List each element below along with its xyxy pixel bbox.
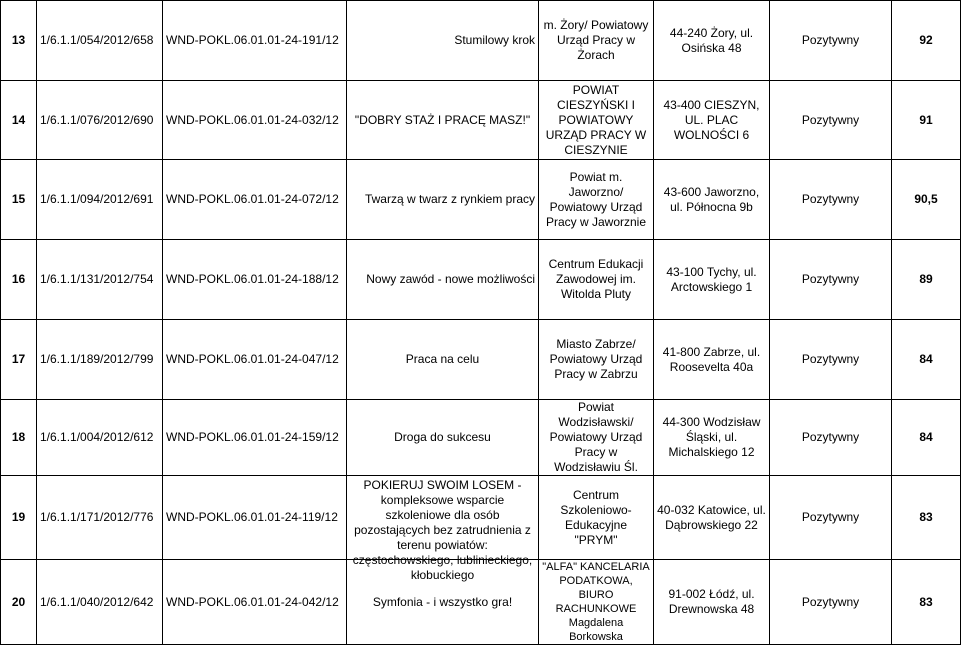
project-title: Nowy zawód - nowe możliwości [347,240,539,320]
applicant-name: POWIAT CIESZYŃSKI I POWIATOWY URZĄD PRACY W CIESZYNIE [539,81,654,160]
table-row [1,1,961,81]
project-title: "DOBRY STAŻ I PRACĘ MASZ!" [347,81,539,160]
table-row [1,160,961,240]
applicant-name: Miasto Zabrze/ Powiatowy Urząd Pracy w Zabrzu [539,320,654,400]
evaluation-result: Pozytywny [770,400,892,476]
score: 90,5 [892,160,961,240]
table-row [1,320,961,400]
applicant-name: "ALFA" KANCELARIA PODATKOWA, BIURO RACHUNKOWE Magdalena Borkowska [539,560,654,645]
row-number: 14 [1,81,37,160]
score: 89 [892,240,961,320]
score: 92 [892,1,961,81]
row-number: 16 [1,240,37,320]
application-id: 1/6.1.1/076/2012/690 [37,81,163,160]
applicant-name: Powiat m. Jaworzno/ Powiatowy Urząd Pracy w Jaworznie [539,160,654,240]
wnd-code: WND-POKL.06.01.01-24-032/12 [163,81,347,160]
wnd-code: WND-POKL.06.01.01-24-119/12 [163,476,347,560]
row-number: 18 [1,400,37,476]
score: 83 [892,476,961,560]
evaluation-result: Pozytywny [770,81,892,160]
application-id: 1/6.1.1/040/2012/642 [37,560,163,645]
application-id: 1/6.1.1/171/2012/776 [37,476,163,560]
evaluation-result: Pozytywny [770,240,892,320]
applicant-address: 40-032 Katowice, ul. Dąbrowskiego 22 [654,476,770,560]
evaluation-result: Pozytywny [770,160,892,240]
score: 91 [892,81,961,160]
project-title: Symfonia - i wszystko gra! [347,560,539,645]
row-number: 20 [1,560,37,645]
applicant-name: Centrum Szkoleniowo-Edukacyjne "PRYM" [539,476,654,560]
row-number: 17 [1,320,37,400]
evaluation-result: Pozytywny [770,320,892,400]
applicant-address: 91-002 Łódź, ul. Drewnowska 48 [654,560,770,645]
project-title: Stumilowy krok [347,1,539,81]
wnd-code: WND-POKL.06.01.01-24-072/12 [163,160,347,240]
table-row [1,240,961,320]
score: 84 [892,400,961,476]
score: 83 [892,560,961,645]
wnd-code: WND-POKL.06.01.01-24-191/12 [163,1,347,81]
application-id: 1/6.1.1/004/2012/612 [37,400,163,476]
applicant-name: Powiat Wodzisławski/ Powiatowy Urząd Pracy w Wodzisławiu Śl. [539,400,654,476]
row-number: 19 [1,476,37,560]
row-number: 15 [1,160,37,240]
table-row [1,476,961,560]
applicant-name: m. Żory/ Powiatowy Urząd Pracy w Żorach [539,1,654,81]
evaluation-result: Pozytywny [770,560,892,645]
applicant-address: 44-240 Żory, ul. Osińska 48 [654,1,770,81]
row-number: 13 [1,1,37,81]
applicant-address: 43-400 CIESZYN, UL. PLAC WOLNOŚCI 6 [654,81,770,160]
applicant-address: 43-600 Jaworzno, ul. Północna 9b [654,160,770,240]
application-id: 1/6.1.1/094/2012/691 [37,160,163,240]
project-title: Praca na celu [347,320,539,400]
project-title-text: POKIERUJ SWOIM LOSEM - kompleksowe wsparcie szkoleniowe dla osób pozostających bez zatrudnienia z terenu powiatów: częstochowskiego, lublinieckiego, kłobuckiego [352,477,533,582]
application-id: 1/6.1.1/131/2012/754 [37,240,163,320]
application-id: 1/6.1.1/054/2012/658 [37,1,163,81]
applicant-name: Centrum Edukacji Zawodowej im. Witolda Pluty [539,240,654,320]
application-id: 1/6.1.1/189/2012/799 [37,320,163,400]
project-title: Droga do sukcesu [347,400,539,476]
table-row [1,560,961,645]
table-body [1,1,961,645]
wnd-code: WND-POKL.06.01.01-24-159/12 [163,400,347,476]
wnd-code: WND-POKL.06.01.01-24-047/12 [163,320,347,400]
wnd-code: WND-POKL.06.01.01-24-188/12 [163,240,347,320]
evaluation-result: Pozytywny [770,1,892,81]
applicant-address: 44-300 Wodzisław Śląski, ul. Michalskiego 12 [654,400,770,476]
project-title [347,476,539,582]
table-row [1,400,961,476]
table-row [1,81,961,160]
project-title: Twarzą w twarz z rynkiem pracy [347,160,539,240]
applicant-address: 41-800 Zabrze, ul. Roosevelta 40a [654,320,770,400]
evaluation-result: Pozytywny [770,476,892,560]
wnd-code: WND-POKL.06.01.01-24-042/12 [163,560,347,645]
score: 84 [892,320,961,400]
applicant-address: 43-100 Tychy, ul. Arctowskiego 1 [654,240,770,320]
